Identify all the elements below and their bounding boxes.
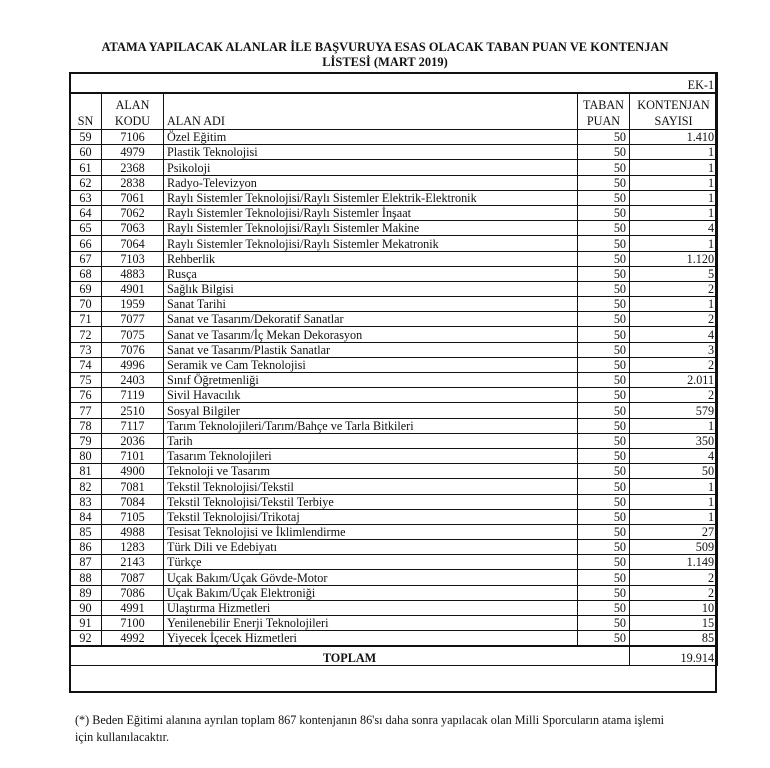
cell-sn: 84 (70, 509, 102, 524)
cell-alan-adi: Psikoloji (164, 160, 578, 175)
cell-alan-kodu: 4996 (102, 357, 164, 372)
cell-alan-adi: Sosyal Bilgiler (164, 403, 578, 418)
cell-sn: 66 (70, 236, 102, 251)
cell-alan-adi: Tekstil Teknolojisi/Tekstil (164, 479, 578, 494)
cell-alan-kodu: 4900 (102, 464, 164, 479)
cell-kontenjan-sayisi: 5 (630, 266, 718, 281)
cell-alan-kodu: 7077 (102, 312, 164, 327)
cell-sn: 83 (70, 494, 102, 509)
cell-taban-puan: 50 (578, 236, 630, 251)
cell-taban-puan: 50 (578, 281, 630, 296)
cell-taban-puan: 50 (578, 327, 630, 342)
cell-alan-adi: Yiyecek İçecek Hizmetleri (164, 631, 578, 647)
cell-kontenjan-sayisi: 1 (630, 190, 718, 205)
cell-kontenjan-sayisi: 1 (630, 297, 718, 312)
cell-sn: 71 (70, 312, 102, 327)
cell-sn: 85 (70, 524, 102, 539)
annex-row (70, 73, 718, 94)
cell-kontenjan-sayisi: 10 (630, 600, 718, 615)
cell-taban-puan: 50 (578, 555, 630, 570)
cell-sn: 60 (70, 145, 102, 160)
cell-taban-puan: 50 (578, 145, 630, 160)
cell-taban-puan: 50 (578, 205, 630, 220)
table-row (70, 205, 718, 220)
cell-alan-adi: Uçak Bakım/Uçak Elektroniği (164, 585, 578, 600)
table-row (70, 175, 718, 190)
cell-alan-kodu: 7087 (102, 570, 164, 585)
table-row (70, 327, 718, 342)
cell-alan-adi: Sağlık Bilgisi (164, 281, 578, 296)
cell-taban-puan: 50 (578, 357, 630, 372)
cell-alan-kodu: 7101 (102, 448, 164, 463)
cell-alan-adi: Tekstil Teknolojisi/Tekstil Terbiye (164, 494, 578, 509)
cell-alan-adi: Raylı Sistemler Teknolojisi/Raylı Sistemler Mekatronik (164, 236, 578, 251)
cell-taban-puan: 50 (578, 479, 630, 494)
cell-sn: 88 (70, 570, 102, 585)
cell-alan-kodu: 4992 (102, 631, 164, 647)
document-title-line1: ATAMA YAPILACAK ALANLAR İLE BAŞVURUYA ESAS OLACAK TABAN PUAN VE KONTENJAN (101, 40, 669, 54)
cell-sn: 62 (70, 175, 102, 190)
header-alan-adi: ALAN ADI (164, 93, 578, 130)
table-row (70, 130, 718, 145)
table-row (70, 524, 718, 539)
cell-alan-kodu: 2368 (102, 160, 164, 175)
total-row (70, 646, 718, 666)
footnote-line1: (*) Beden Eğitimi alanına ayrılan toplam 867 kontenjanın 86'sı daha sonra yapılacak olan Milli Sporcuların atama işlemi (75, 713, 665, 727)
table-row (70, 190, 718, 205)
cell-alan-kodu: 7081 (102, 479, 164, 494)
table-row (70, 221, 718, 236)
cell-taban-puan: 50 (578, 190, 630, 205)
cell-alan-adi: Plastik Teknolojisi (164, 145, 578, 160)
cell-alan-adi: Tarım Teknolojileri/Tarım/Bahçe ve Tarla Bitkileri (164, 418, 578, 433)
cell-alan-adi: Tesisat Teknolojisi ve İklimlendirme (164, 524, 578, 539)
cell-alan-kodu: 7076 (102, 342, 164, 357)
cell-kontenjan-sayisi: 2 (630, 281, 718, 296)
cell-alan-kodu: 4883 (102, 266, 164, 281)
cell-alan-kodu: 7100 (102, 616, 164, 631)
cell-kontenjan-sayisi: 4 (630, 221, 718, 236)
table-row (70, 616, 718, 631)
cell-alan-kodu: 7117 (102, 418, 164, 433)
cell-alan-adi: Sanat ve Tasarım/Dekoratif Sanatlar (164, 312, 578, 327)
cell-sn: 75 (70, 373, 102, 388)
cell-kontenjan-sayisi: 1 (630, 145, 718, 160)
cell-sn: 74 (70, 357, 102, 372)
table-row (70, 266, 718, 281)
cell-taban-puan: 50 (578, 448, 630, 463)
header-sn: SN (70, 93, 102, 130)
cell-alan-kodu: 2143 (102, 555, 164, 570)
cell-alan-kodu: 7062 (102, 205, 164, 220)
cell-sn: 86 (70, 540, 102, 555)
table-row (70, 433, 718, 448)
cell-alan-kodu: 7103 (102, 251, 164, 266)
cell-kontenjan-sayisi: 509 (630, 540, 718, 555)
cell-alan-adi: Seramik ve Cam Teknolojisi (164, 357, 578, 372)
cell-taban-puan: 50 (578, 175, 630, 190)
cell-sn: 80 (70, 448, 102, 463)
table-row (70, 555, 718, 570)
cell-kontenjan-sayisi: 1 (630, 509, 718, 524)
cell-sn: 61 (70, 160, 102, 175)
cell-taban-puan: 50 (578, 585, 630, 600)
cell-alan-adi: Tarih (164, 433, 578, 448)
cell-taban-puan: 50 (578, 373, 630, 388)
cell-alan-adi: Sivil Havacılık (164, 388, 578, 403)
cell-taban-puan: 50 (578, 524, 630, 539)
cell-taban-puan: 50 (578, 297, 630, 312)
cell-alan-adi: Özel Eğitim (164, 130, 578, 145)
table-row (70, 464, 718, 479)
cell-kontenjan-sayisi: 1 (630, 205, 718, 220)
cell-sn: 67 (70, 251, 102, 266)
cell-kontenjan-sayisi: 2.011 (630, 373, 718, 388)
cell-taban-puan: 50 (578, 631, 630, 647)
cell-taban-puan: 50 (578, 251, 630, 266)
cell-taban-puan: 50 (578, 418, 630, 433)
cell-sn: 91 (70, 616, 102, 631)
cell-sn: 65 (70, 221, 102, 236)
cell-kontenjan-sayisi: 2 (630, 585, 718, 600)
cell-alan-kodu: 4979 (102, 145, 164, 160)
cell-kontenjan-sayisi: 579 (630, 403, 718, 418)
footnote-line2: için kullanılacaktır. (75, 730, 170, 744)
cell-kontenjan-sayisi: 15 (630, 616, 718, 631)
cell-alan-adi: Sınıf Öğretmenliği (164, 373, 578, 388)
cell-kontenjan-sayisi: 1 (630, 175, 718, 190)
cell-kontenjan-sayisi: 2 (630, 388, 718, 403)
table-row (70, 509, 718, 524)
cell-alan-adi: Uçak Bakım/Uçak Gövde-Motor (164, 570, 578, 585)
cell-alan-kodu: 7063 (102, 221, 164, 236)
cell-taban-puan: 50 (578, 464, 630, 479)
table-row (70, 540, 718, 555)
cell-alan-kodu: 7106 (102, 130, 164, 145)
footnote (75, 712, 735, 746)
cell-sn: 76 (70, 388, 102, 403)
cell-alan-adi: Türkçe (164, 555, 578, 570)
table-row (70, 342, 718, 357)
cell-sn: 72 (70, 327, 102, 342)
cell-sn: 63 (70, 190, 102, 205)
cell-alan-kodu: 2510 (102, 403, 164, 418)
cell-sn: 81 (70, 464, 102, 479)
table-row (70, 388, 718, 403)
cell-kontenjan-sayisi: 27 (630, 524, 718, 539)
cell-alan-adi: Yenilenebilir Enerji Teknolojileri (164, 616, 578, 631)
table-row (70, 251, 718, 266)
cell-taban-puan: 50 (578, 509, 630, 524)
cell-alan-adi: Türk Dili ve Edebiyatı (164, 540, 578, 555)
table-row (70, 418, 718, 433)
cell-alan-adi: Teknoloji ve Tasarım (164, 464, 578, 479)
cell-alan-kodu: 7061 (102, 190, 164, 205)
cell-alan-kodu: 2036 (102, 433, 164, 448)
cell-sn: 73 (70, 342, 102, 357)
cell-kontenjan-sayisi: 2 (630, 570, 718, 585)
table-row (70, 479, 718, 494)
cell-alan-kodu: 7119 (102, 388, 164, 403)
cell-alan-adi: Tasarım Teknolojileri (164, 448, 578, 463)
table-row (70, 297, 718, 312)
cell-alan-kodu: 1959 (102, 297, 164, 312)
table-row (70, 357, 718, 372)
cell-sn: 79 (70, 433, 102, 448)
cell-alan-kodu: 7064 (102, 236, 164, 251)
cell-sn: 87 (70, 555, 102, 570)
cell-taban-puan: 50 (578, 312, 630, 327)
cell-alan-adi: Sanat Tarihi (164, 297, 578, 312)
cell-kontenjan-sayisi: 50 (630, 464, 718, 479)
cell-sn: 77 (70, 403, 102, 418)
cell-alan-kodu: 4988 (102, 524, 164, 539)
table-row (70, 281, 718, 296)
cell-sn: 89 (70, 585, 102, 600)
cell-alan-kodu: 4991 (102, 600, 164, 615)
cell-alan-adi: Sanat ve Tasarım/Plastik Sanatlar (164, 342, 578, 357)
table-row (70, 236, 718, 251)
table-row (70, 312, 718, 327)
cell-alan-kodu: 7105 (102, 509, 164, 524)
cell-taban-puan: 50 (578, 616, 630, 631)
cell-taban-puan: 50 (578, 494, 630, 509)
cell-taban-puan: 50 (578, 160, 630, 175)
cell-alan-kodu: 7075 (102, 327, 164, 342)
cell-kontenjan-sayisi: 1 (630, 494, 718, 509)
table-row (70, 403, 718, 418)
cell-alan-kodu: 7086 (102, 585, 164, 600)
table-row (70, 570, 718, 585)
header-row (70, 93, 718, 130)
cell-sn: 64 (70, 205, 102, 220)
cell-alan-kodu: 2838 (102, 175, 164, 190)
cell-sn: 59 (70, 130, 102, 145)
header-alan-kodu: ALAN KODU (102, 93, 164, 130)
cell-kontenjan-sayisi: 2 (630, 312, 718, 327)
cell-kontenjan-sayisi: 350 (630, 433, 718, 448)
cell-sn: 78 (70, 418, 102, 433)
cell-taban-puan: 50 (578, 130, 630, 145)
cell-alan-adi: Raylı Sistemler Teknolojisi/Raylı Sistemler Elektrik-Elektronik (164, 190, 578, 205)
annex-label: EK-1 (70, 73, 718, 94)
cell-sn: 68 (70, 266, 102, 281)
header-taban-puan: TABAN PUAN (578, 93, 630, 130)
cell-alan-kodu: 7084 (102, 494, 164, 509)
cell-taban-puan: 50 (578, 540, 630, 555)
cell-alan-adi: Sanat ve Tasarım/İç Mekan Dekorasyon (164, 327, 578, 342)
cell-taban-puan: 50 (578, 221, 630, 236)
table-row (70, 145, 718, 160)
cell-kontenjan-sayisi: 4 (630, 448, 718, 463)
cell-alan-adi: Raylı Sistemler Teknolojisi/Raylı Sistemler İnşaat (164, 205, 578, 220)
cell-taban-puan: 50 (578, 600, 630, 615)
cell-kontenjan-sayisi: 3 (630, 342, 718, 357)
total-value: 19.914 (630, 646, 718, 666)
cell-alan-kodu: 1283 (102, 540, 164, 555)
cell-sn: 92 (70, 631, 102, 647)
cell-kontenjan-sayisi: 1.120 (630, 251, 718, 266)
cell-sn: 70 (70, 297, 102, 312)
cell-kontenjan-sayisi: 85 (630, 631, 718, 647)
cell-alan-adi: Ulaştırma Hizmetleri (164, 600, 578, 615)
cell-kontenjan-sayisi: 1 (630, 479, 718, 494)
table-row (70, 160, 718, 175)
table-row (70, 373, 718, 388)
cell-taban-puan: 50 (578, 266, 630, 281)
cell-alan-adi: Tekstil Teknolojisi/Trikotaj (164, 509, 578, 524)
table-row (70, 600, 718, 615)
cell-kontenjan-sayisi: 4 (630, 327, 718, 342)
quota-table (69, 72, 718, 666)
total-label: TOPLAM (70, 646, 630, 666)
cell-taban-puan: 50 (578, 342, 630, 357)
table-row (70, 585, 718, 600)
cell-kontenjan-sayisi: 1 (630, 160, 718, 175)
cell-alan-adi: Raylı Sistemler Teknolojisi/Raylı Sistemler Makine (164, 221, 578, 236)
cell-kontenjan-sayisi: 1 (630, 418, 718, 433)
cell-taban-puan: 50 (578, 403, 630, 418)
table-row (70, 631, 718, 647)
cell-kontenjan-sayisi: 1.149 (630, 555, 718, 570)
cell-sn: 69 (70, 281, 102, 296)
cell-alan-adi: Rusça (164, 266, 578, 281)
cell-kontenjan-sayisi: 1 (630, 236, 718, 251)
cell-kontenjan-sayisi: 2 (630, 357, 718, 372)
cell-alan-kodu: 2403 (102, 373, 164, 388)
cell-taban-puan: 50 (578, 570, 630, 585)
cell-sn: 82 (70, 479, 102, 494)
header-kontenjan-sayisi: KONTENJAN SAYISI (630, 93, 718, 130)
cell-taban-puan: 50 (578, 433, 630, 448)
cell-sn: 90 (70, 600, 102, 615)
cell-taban-puan: 50 (578, 388, 630, 403)
cell-alan-adi: Radyo-Televizyon (164, 175, 578, 190)
cell-alan-kodu: 4901 (102, 281, 164, 296)
document-title-line2: LİSTESİ (MART 2019) (322, 55, 448, 69)
cell-kontenjan-sayisi: 1.410 (630, 130, 718, 145)
table-row (70, 494, 718, 509)
cell-alan-adi: Rehberlik (164, 251, 578, 266)
table-row (70, 448, 718, 463)
